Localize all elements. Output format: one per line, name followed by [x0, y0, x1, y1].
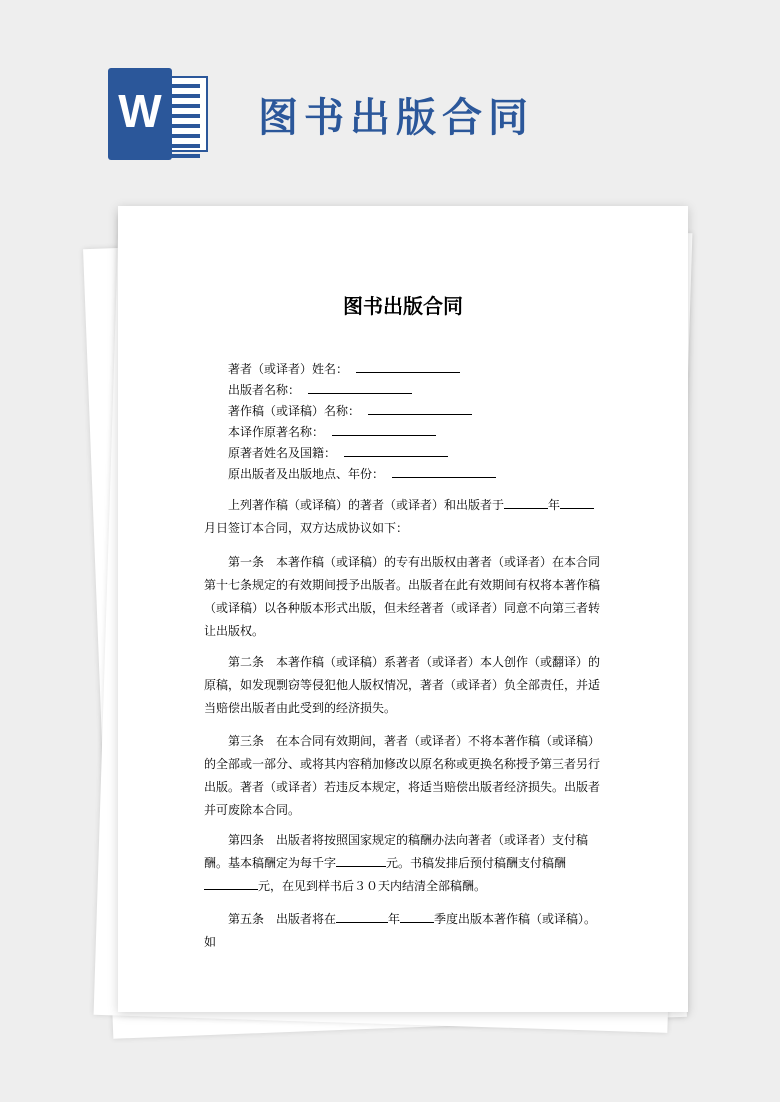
field-publisher-name: [228, 379, 412, 397]
header-banner: [0, 0, 780, 170]
article-5: [204, 908, 602, 954]
fill-blank: [344, 442, 448, 457]
fill-blank: [204, 877, 258, 890]
field-original-author: [228, 442, 448, 460]
fill-blank: [368, 400, 472, 415]
field-original-title: [228, 421, 436, 439]
fill-blank: [308, 379, 412, 394]
document-page: [118, 206, 688, 1012]
fill-blank: [356, 358, 460, 373]
fill-blank: [336, 854, 386, 867]
field-label: 原著者姓名及国籍：: [228, 446, 337, 460]
word-logo-letter: W: [118, 85, 162, 137]
article-4-text-end: 元，在见到样书后３０天内结清全部稿酬。: [258, 879, 487, 893]
fill-blank: [560, 496, 594, 509]
article-1: 第一条 本著作稿（或译稿）的专有出版权由著者（或译者）在本合同第十七条规定的有效期间授予出版者。出版者在此有效期间有权将本著作稿（或译稿）以各种版本形式出版，但未经著者（或译者）同意不向第三者转让出版权。: [204, 555, 601, 638]
field-work-title: [228, 400, 472, 418]
field-label: 出版者名称：: [228, 383, 301, 397]
field-label: 本译作原著名称：: [228, 425, 325, 439]
article-5-text: 第五条 出版者将在: [228, 912, 337, 926]
fill-blank: [504, 496, 548, 509]
intro-paragraph: [204, 494, 602, 540]
field-author-name: [228, 358, 460, 376]
intro-year: 年: [548, 498, 561, 512]
document-title: 图书出版合同: [343, 294, 463, 318]
intro-text: 上列著作稿（或译稿）的著者（或译者）和出版者于: [228, 498, 505, 512]
intro-text-end: 月日签订本合同，双方达成协议如下：: [204, 521, 409, 535]
article-4-text-mid: 元。书稿发排后预付稿酬支付稿酬: [386, 856, 567, 870]
article-4: [204, 829, 602, 898]
article-3: 第三条 在本合同有效期间，著者（或译者）不将本著作稿（或译稿）的全部或一部分、或将其内容稍加修改以原名称或更换名称授予第三者另行出版。著者（或译者）若违反本规定，将适当赔偿出版者经济损失。出版者并可废除本合同。: [204, 734, 601, 817]
article-5-text-end: 季度出版本著作稿（或译稿）。如: [204, 912, 597, 949]
banner-title: 图书出版合同: [258, 95, 534, 141]
word-logo-icon: [108, 68, 210, 160]
field-label: 著作稿（或译稿）名称：: [228, 404, 361, 418]
article-5-year: 年: [388, 912, 401, 926]
field-label: 原出版者及出版地点、年份：: [228, 467, 385, 481]
article-4-text: 第四条 出版者将按照国家规定的稿酬办法向著者（或译者）支付稿酬。基本稿酬定为每千字: [204, 833, 589, 870]
fill-blank: [332, 421, 436, 436]
field-original-publisher: [228, 463, 496, 481]
article-2: 第二条 本著作稿（或译稿）系著者（或译者）本人创作（或翻译）的原稿，如发现剽窃等侵犯他人版权情况，著者（或译者）负全部责任，并适当赔偿出版者由此受到的经济损失。: [204, 655, 601, 715]
fill-blank: [336, 910, 388, 923]
fill-blank: [400, 910, 434, 923]
fill-blank: [392, 463, 496, 478]
field-label: 著者（或译者）姓名：: [228, 362, 349, 376]
